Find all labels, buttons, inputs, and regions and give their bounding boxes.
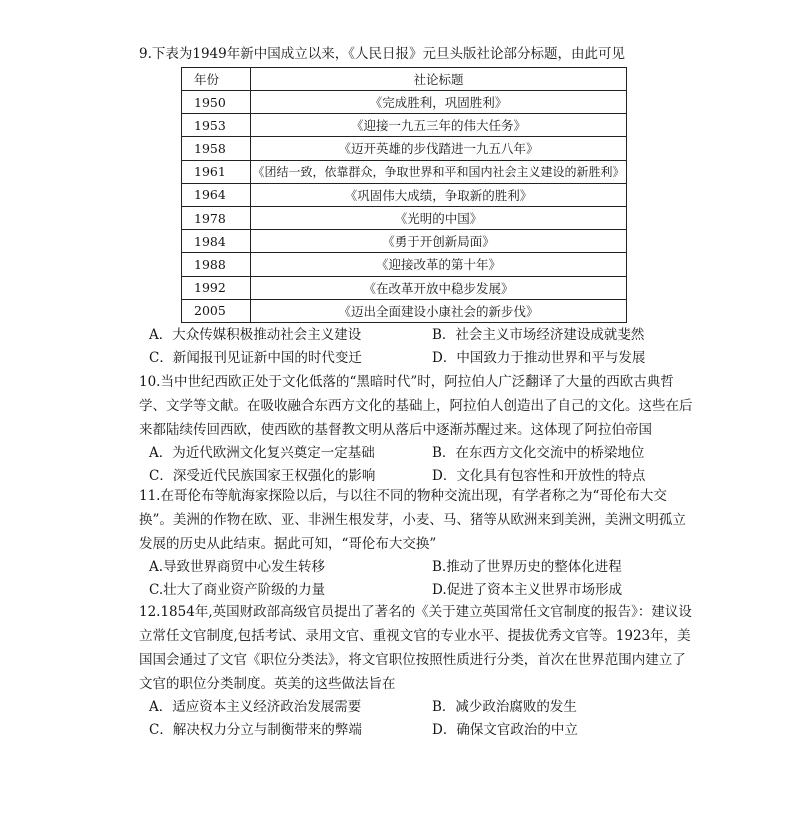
row-title: 《迎接一九五三年的伟大任务》 [251,114,627,137]
question-10-stem: 10.当中世纪西欧正处于文化低落的“黑暗时代”时，阿拉伯人广泛翻译了大量的西欧古典哲学、文学等文献。在吸收融合东西方文化的基础上，阿拉伯人创造出了自己的文化。这些在后来都陆续传回西欧，使西欧的基督教文明从落后中逐渐苏醒过来。这体现了阿拉伯帝国 [139,374,693,438]
row-year: 1964 [182,183,251,206]
row-title: 《勇于开创新局面》 [251,230,627,253]
table-header-row [182,68,627,91]
option-d[interactable]: D．中国致力于推动世界和平与发展 [432,350,646,366]
option-c[interactable]: C．解决权力分立与制衡带来的弊端 [149,722,362,738]
row-title: 《迈开英雄的步伐踏进一九五八年》 [251,137,627,160]
option-d[interactable]: D.促进了资本主义世界市场形成 [432,582,623,598]
option-c[interactable]: C．深受近代民族国家王权强化的影响 [149,468,376,484]
row-title: 《巩固伟大成绩，争取新的胜利》 [251,183,627,206]
table-row [182,160,627,183]
row-year: 1988 [182,253,251,276]
question-9-options [139,324,699,370]
table-row [182,230,627,253]
row-year: 1950 [182,91,251,114]
question-9 [139,42,699,66]
option-b[interactable]: B．在东西方文化交流中的桥梁地位 [432,445,645,461]
table-row [182,91,627,114]
editorial-titles-table [181,67,627,323]
option-c[interactable]: C.壮大了商业资产阶级的力量 [149,582,326,598]
row-year: 2005 [182,299,251,322]
table-row [182,276,627,299]
row-title: 《迈出全面建设小康社会的新步伐》 [251,299,627,322]
option-a[interactable]: A．大众传媒积极推动社会主义建设 [149,327,362,343]
option-d[interactable]: D．确保文官政治的中立 [432,722,578,738]
row-title: 《光明的中国》 [251,206,627,229]
table-row [182,114,627,137]
row-year: 1978 [182,206,251,229]
question-12 [139,600,699,742]
option-a[interactable]: A.导致世界商贸中心发生转移 [149,559,326,575]
table-row [182,137,627,160]
row-title: 《在改革开放中稳步发展》 [251,276,627,299]
row-title: 《完成胜利，巩固胜利》 [251,91,627,114]
table-row [182,206,627,229]
row-year: 1961 [182,160,251,183]
question-11 [139,484,699,602]
header-year: 年份 [182,68,251,91]
row-title: 《团结一致，依靠群众，争取世界和平和国内社会主义建设的新胜利》 [251,160,627,183]
question-9-stem: 9.下表为1949年新中国成立以来，《人民日报》元旦头版社论部分标题，由此可见 [139,46,625,62]
row-title: 《迎接改革的第十年》 [251,253,627,276]
option-b[interactable]: B.推动了世界历史的整体化进程 [432,559,622,575]
row-year: 1958 [182,137,251,160]
option-a[interactable]: A．为近代欧洲文化复兴奠定一定基础 [149,445,375,461]
table-row [182,299,627,322]
header-title: 社论标题 [251,68,627,91]
table-row [182,253,627,276]
option-b[interactable]: B．社会主义市场经济建设成就斐然 [432,327,645,343]
question-12-stem: 12.1854年,英国财政部高级官员提出了著名的《关于建立英国常任文官制度的报告》：建议设立常任文官制度,包括考试、录用文官、重视文官的专业水平、提拔优秀文官等。1923年，美国国会通过了文官《职位分类法》，将文官职位按照性质进行分类，首次在世界范围内建立了文官的职位分类制度。英美的这些做法旨在 [139,604,692,692]
option-b[interactable]: B．减少政治腐败的发生 [432,699,577,715]
option-a[interactable]: A．适应资本主义经济政治发展需要 [149,699,362,715]
question-10 [139,370,699,488]
table-row [182,183,627,206]
row-year: 1992 [182,276,251,299]
row-year: 1984 [182,230,251,253]
option-d[interactable]: D．文化具有包容性和开放性的特点 [432,468,646,484]
option-c[interactable]: C．新闻报刊见证新中国的时代变迁 [149,350,362,366]
question-11-stem: 11.在哥伦布等航海家探险以后，与以往不同的物种交流出现，有学者称之为“哥伦布大交换”。美洲的作物在欧、亚、非洲生根发芽，小麦、马、猪等从欧洲来到美洲，美洲文明孤立发展的历史从此结束。据此可知，“哥伦布大交换” [139,488,686,552]
row-year: 1953 [182,114,251,137]
